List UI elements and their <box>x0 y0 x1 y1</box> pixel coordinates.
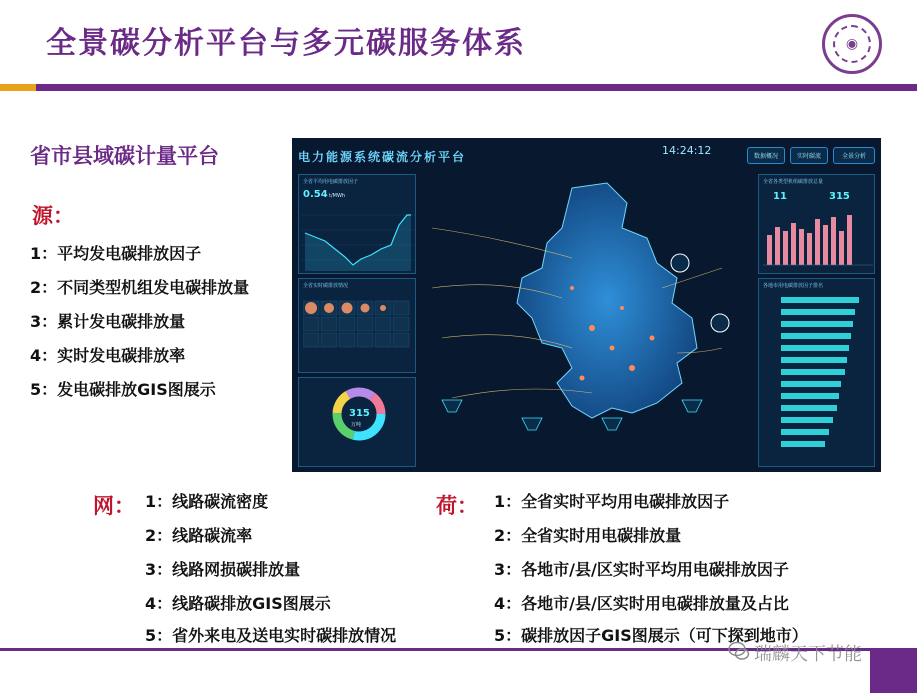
header-divider <box>0 84 917 91</box>
dashboard-tab[interactable]: 全景分析 <box>833 147 875 164</box>
load-item: 1：全省实时平均用电碳排放因子 <box>494 492 730 511</box>
panel-title: 全省各类型机组碳排放总量 <box>763 179 824 185</box>
panel-title: 全省实时碳排放情况 <box>303 283 349 289</box>
source-item: 3：累计发电碳排放量 <box>30 312 186 331</box>
units-panel <box>758 174 875 274</box>
grid-item: 2：线路碳流率 <box>145 526 253 545</box>
load-item: 3：各地市/县/区实时平均用电碳排放因子 <box>494 560 789 579</box>
dashboard-tab[interactable]: 数据概况 <box>747 147 785 164</box>
donut-panel <box>298 377 416 467</box>
footer-corner-block <box>870 651 917 693</box>
province-map[interactable] <box>422 168 742 468</box>
panel-title: 各地市用电碳排放因子排名 <box>763 283 824 289</box>
wechat-icon <box>728 640 750 662</box>
factor-line-chart <box>301 205 415 273</box>
watermark-text: 瑞麟天下节能 <box>754 644 862 665</box>
load-label: 荷： <box>436 494 478 518</box>
grid-item: 1：线路碳流密度 <box>145 492 269 511</box>
realtime-panel <box>298 278 416 373</box>
grid-label: 网： <box>93 494 135 518</box>
heat-cells <box>303 293 413 371</box>
grid-item: 5：省外来电及送电实时碳排放情况 <box>145 626 397 645</box>
dashboard-screenshot <box>292 138 881 472</box>
dashboard-title: 电力能源系统碳流分析平台 <box>298 150 467 164</box>
factor-panel <box>298 174 416 274</box>
load-item: 4：各地市/县/区实时用电碳排放量及占比 <box>494 594 789 613</box>
source-item: 4：实时发电碳排放率 <box>30 346 186 365</box>
source-label: 源： <box>32 204 74 228</box>
page-title: 全景碳分析平台与多元碳服务体系 <box>46 26 526 61</box>
units-bar-chart <box>763 209 873 271</box>
grid-item: 3：线路网损碳排放量 <box>145 560 301 579</box>
section-subtitle: 省市县域碳计量平台 <box>30 144 219 168</box>
factor-value: 0.54 <box>303 189 328 200</box>
donut-unit: 万吨 <box>351 422 362 428</box>
source-item: 5：发电碳排放GIS图展示 <box>30 380 216 399</box>
grid-item: 4：线路碳排放GIS图展示 <box>145 594 331 613</box>
factor-unit: t/MWh <box>329 193 346 199</box>
seal-icon: ◉ <box>833 25 871 63</box>
units-value-1: 11 <box>773 191 787 202</box>
load-item: 2：全省实时用电碳排放量 <box>494 526 682 545</box>
dashboard-clock: 14:24:12 <box>662 144 712 157</box>
dashboard-tab[interactable]: 实时碳流 <box>790 147 828 164</box>
load-item: 5：碳排放因子GIS图展示（可下探到地市） <box>494 626 808 645</box>
donut-value: 315 <box>349 408 370 419</box>
source-item: 2：不同类型机组发电碳排放量 <box>30 278 250 297</box>
header-divider-accent <box>0 84 36 91</box>
ranking-panel <box>758 278 875 467</box>
source-item: 1：平均发电碳排放因子 <box>30 244 202 263</box>
panel-title: 全省平均用电碳排放因子 <box>303 179 359 185</box>
ranking-bar-chart <box>763 293 873 463</box>
university-logo <box>822 14 882 74</box>
units-value-2: 315 <box>829 191 850 202</box>
